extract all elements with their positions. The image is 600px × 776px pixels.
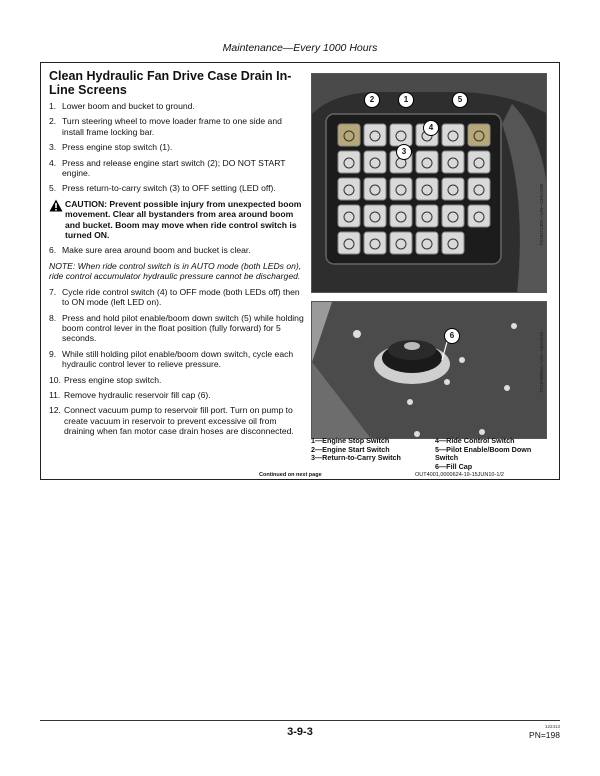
legend-entry: 6—Fill Cap (435, 461, 473, 471)
panel-switch (416, 205, 438, 227)
step-number: 11. (49, 389, 61, 400)
procedure-box (40, 62, 560, 480)
step-item (49, 142, 304, 152)
step-number: 6. (49, 245, 57, 256)
panel-switch (338, 178, 360, 200)
instructions-column (49, 69, 304, 442)
figure-ref-2: TX1078804A—UN—04JUN10 (539, 332, 544, 393)
legend-right (435, 437, 535, 471)
panel-switch (364, 178, 386, 200)
step-item (49, 101, 304, 111)
step-number: 2. (49, 116, 57, 127)
section-title: Clean Hydraulic Fan Drive Case Drain In-Line Screens (49, 69, 292, 97)
callout-5: 5 (452, 92, 468, 108)
step-text: Press return-to-carry switch (3) to OFF setting (LED off). (62, 183, 276, 194)
callout-4: 4 (423, 120, 439, 136)
callout-1: 1 (398, 92, 414, 108)
caution-block (49, 199, 304, 241)
panel-switch (468, 124, 490, 146)
step-number: 3. (49, 142, 57, 153)
legend-entry: 5—Pilot Enable/Boom Down Switch (435, 444, 532, 462)
step-text: Make sure area around boom and bucket is clear. (62, 245, 251, 256)
figure-ref-1: TX1047130A—UN—13AUG08 (539, 184, 544, 246)
step-text: Press and release engine start switch (2); DO NOT START engine. (62, 157, 286, 179)
panel-switch (442, 232, 464, 254)
panel-switch (442, 151, 464, 173)
step-text: Press and hold pilot enable/boom down switch (5) while holding boom control lever in the float position (fully forward) for 5 seconds. (62, 312, 304, 344)
panel-switch (338, 124, 360, 146)
panel-switch (468, 205, 490, 227)
steps-list-b (49, 287, 304, 437)
panel-switch (390, 124, 412, 146)
callout-2: 2 (364, 92, 380, 108)
legend-left (311, 437, 401, 463)
step-number: 7. (49, 286, 57, 297)
legend-entry: 1—Engine Stop Switch (311, 436, 390, 445)
document-reference: OUT4001,0000624-19-15JUN10-1/2 (415, 472, 504, 478)
step-number: 12. (49, 405, 61, 416)
footer-date-code: 122413 (544, 724, 560, 729)
step-number: 1. (49, 101, 57, 111)
panel-switch (364, 151, 386, 173)
step-text: Press engine stop switch (1). (62, 142, 173, 153)
step-item (49, 313, 304, 344)
page-number: 3-9-3 (287, 726, 313, 738)
running-header: Maintenance—Every 1000 Hours (222, 42, 378, 54)
panel-switch (468, 151, 490, 173)
panel-switch (390, 178, 412, 200)
panel-switch (416, 151, 438, 173)
legend-entry: 3—Return-to-Carry Switch (311, 453, 401, 462)
step-number: 10. (49, 374, 61, 385)
legend-entry: 2—Engine Start Switch (311, 444, 390, 454)
panel-switch (390, 232, 412, 254)
panel-switch (390, 205, 412, 227)
panel-switch (338, 205, 360, 227)
panel-switch (416, 178, 438, 200)
callout-3: 3 (396, 144, 412, 160)
panel-switch (338, 232, 360, 254)
footer-rule (40, 720, 560, 721)
panel-switch (364, 205, 386, 227)
panel-switch (468, 178, 490, 200)
step-item (49, 405, 304, 436)
step-item (49, 287, 304, 308)
step-6 (49, 245, 304, 255)
step-text: Press engine stop switch. (64, 374, 162, 385)
step-number: 9. (49, 348, 57, 359)
switch-panel-illustration (312, 74, 547, 293)
fill-cap-illustration (312, 302, 547, 439)
switch-panel-figure (311, 73, 547, 293)
step-item (49, 390, 304, 400)
step-number: 8. (49, 312, 57, 323)
continued-note: Continued on next page (259, 472, 322, 478)
panel-switch (364, 232, 386, 254)
step-text: Connect vacuum pump to reservoir fill port. Turn on pump to create vacuum in reservoir to prevent excessive oil from draining when fan motor case drain hoses are disconnected. (64, 405, 294, 437)
panel-switch (364, 124, 386, 146)
panel-switch (416, 232, 438, 254)
callout-6: 6 (444, 328, 460, 344)
caution-text: CAUTION: Prevent possible injury from unexpected boom movement. Clear all bystanders from area around boom and bucket. Boom may move when ride control switch is turned ON. (65, 198, 302, 241)
step-number: 5. (49, 183, 57, 194)
panel-switch (442, 205, 464, 227)
step-item (49, 183, 304, 193)
panel-switch (442, 124, 464, 146)
step-text: While still holding pilot enable/boom down switch, cycle each hydraulic control lever to relieve pressure. (62, 348, 294, 370)
step-number: 4. (49, 157, 57, 168)
step-text: Remove hydraulic reservoir fill cap (6). (64, 389, 211, 400)
fill-cap-figure (311, 301, 547, 439)
step-item (49, 158, 304, 179)
part-number: PN=198 (529, 730, 560, 740)
legend-entry: 4—Ride Control Switch (435, 436, 515, 445)
step-item (49, 349, 304, 370)
step-text: Lower boom and bucket to ground. (62, 101, 195, 111)
note-block: NOTE: When ride control switch is in AUTO mode (both LEDs on), ride control accumulator hydraulic pressure cannot be discharged. (49, 260, 302, 282)
step-text: Turn steering wheel to move loader frame to one side and install frame locking bar. (62, 116, 282, 137)
panel-switch (442, 178, 464, 200)
step-item (49, 375, 304, 385)
warning-triangle-icon (49, 199, 65, 241)
panel-switch (338, 151, 360, 173)
steps-list-a (49, 101, 304, 194)
step-text: Cycle ride control switch (4) to OFF mode (both LEDs off) then to ON mode (left LED on). (62, 286, 300, 308)
step-item (49, 116, 304, 137)
